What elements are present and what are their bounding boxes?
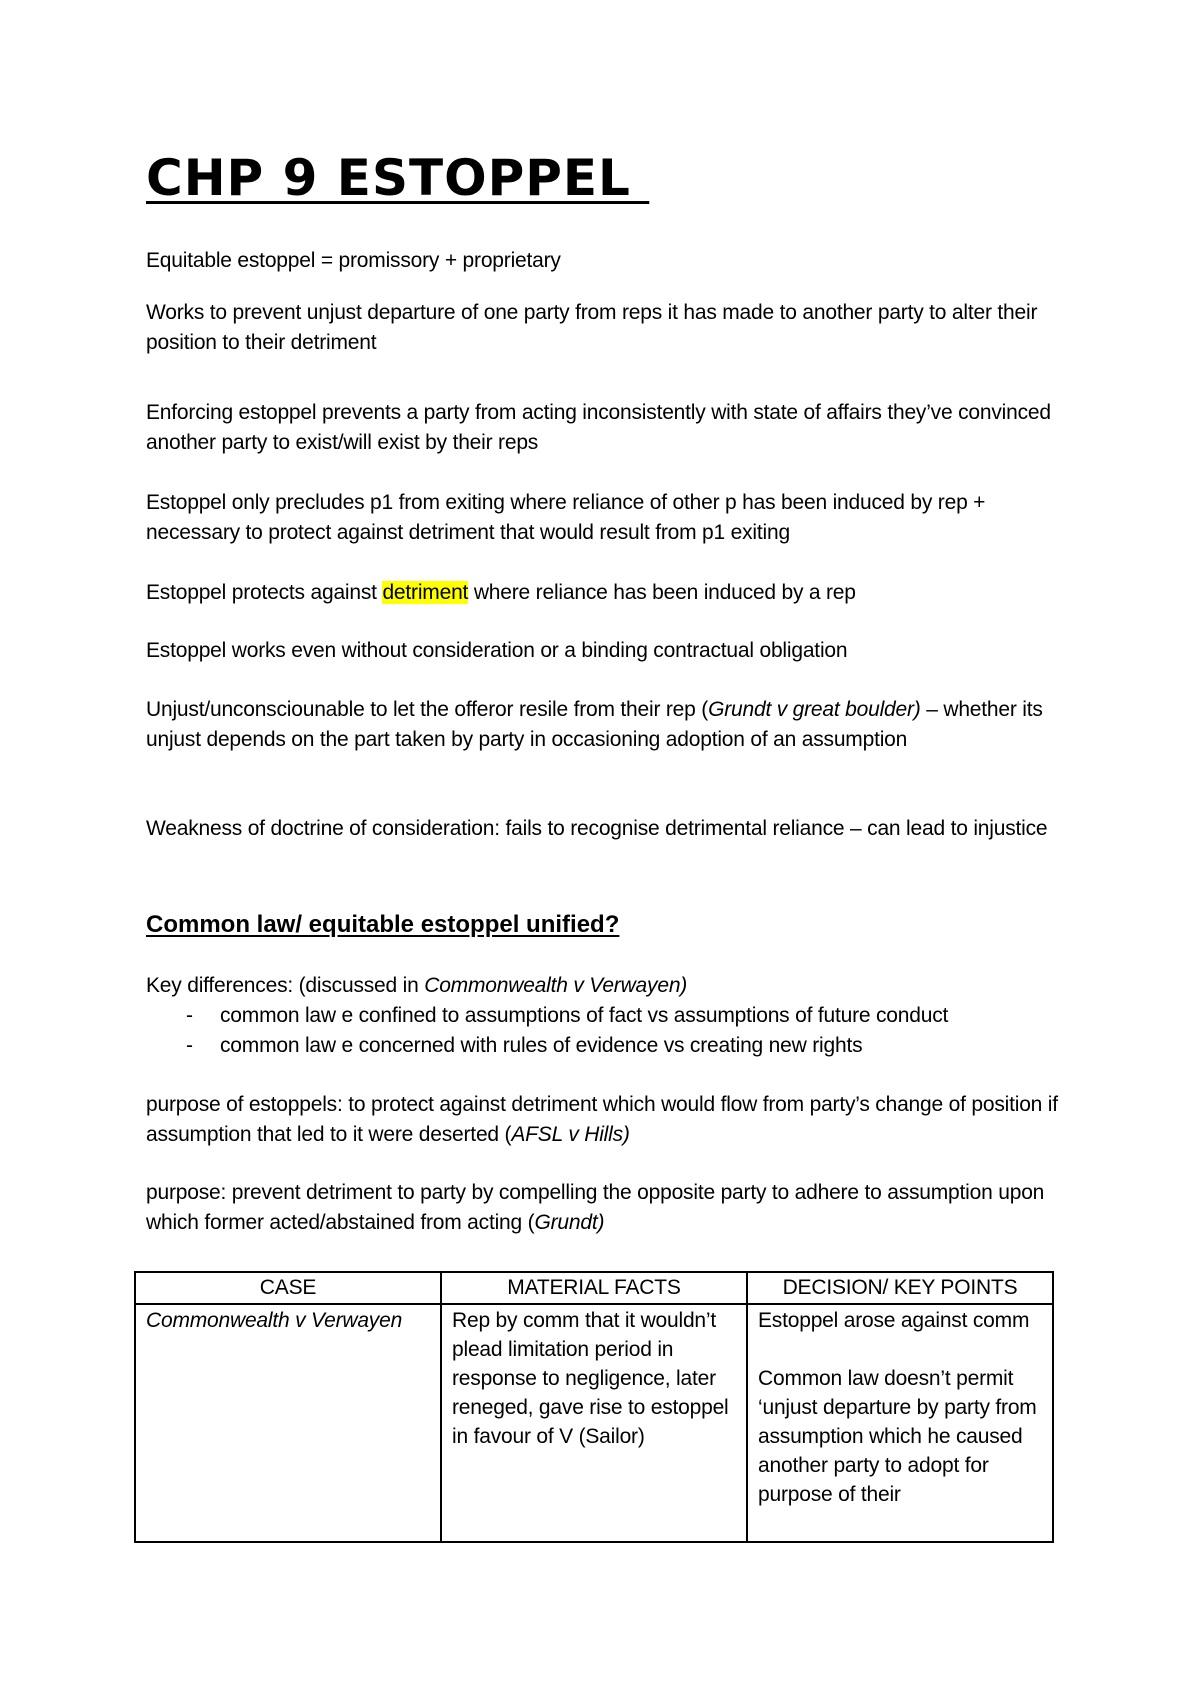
text-segment: Key differences: (discussed in <box>146 974 425 997</box>
decision-cell <box>747 1304 1053 1542</box>
text-segment: where reliance has been induced by a rep <box>468 581 856 604</box>
highlighted-text: detriment <box>382 581 469 604</box>
decision-point: Common law doesn’t permit ‘unjust departure by party from assumption which he caused another party to adopt for purpose of their <box>758 1367 1037 1506</box>
case-table <box>134 1271 1054 1543</box>
text-segment: purpose of estoppels: to protect against detriment which would flow from party’s change of position if assumption that led to it were deserted ( <box>146 1093 1058 1146</box>
dash-bullet-icon: - <box>186 1033 193 1057</box>
table-row <box>135 1304 1053 1542</box>
paragraph-purpose-detriment <box>146 1178 1066 1237</box>
column-header-material-facts: MATERIAL FACTS <box>441 1272 747 1304</box>
paragraph-precludes-exiting: Estoppel only precludes p1 from exiting where reliance of other p has been induced by rep + necessary to protect against detriment that would result from p1 exiting <box>146 491 986 544</box>
paragraph-purpose-estoppels <box>146 1090 1066 1149</box>
case-citation: Grundt v great boulder) <box>708 698 921 721</box>
case-citation: Grundt) <box>534 1210 605 1234</box>
paragraph-unjust-departure: Works to prevent unjust departure of one party from reps it has made to another party to alter their position to their detriment <box>146 301 1038 354</box>
paragraph-without-consideration: Estoppel works even without consideration or a binding contractual obligation <box>146 639 848 662</box>
material-facts-cell: Rep by comm that it wouldn’t plead limitation period in response to negligence, later reneged, gave rise to estoppel in favour of V (Sailor) <box>441 1304 747 1542</box>
section-heading: Common law/ equitable estoppel unified? <box>146 911 620 938</box>
paragraph-unconscionable <box>146 695 1066 754</box>
text-segment: Estoppel protects against <box>146 581 383 604</box>
case-name: Commonwealth v Verwayen <box>146 1309 403 1332</box>
decision-point: Estoppel arose against comm <box>758 1309 1030 1332</box>
table-header-row <box>135 1272 1053 1304</box>
column-header-decision: DECISION/ KEY POINTS <box>747 1272 1053 1304</box>
paragraph-key-differences <box>146 971 1066 1001</box>
paragraph-enforcing-estoppel: Enforcing estoppel prevents a party from acting inconsistently with state of affairs they’ve convinced another party to exist/will exist by their reps <box>146 401 1051 454</box>
differences-list <box>146 1001 948 1060</box>
text-segment: Unjust/unconsciounable to let the offeror resile from their rep ( <box>146 698 709 721</box>
text-segment: purpose: prevent detriment to party by compelling the opposite party to adhere to assumption upon which former acted/abstained from acting ( <box>146 1181 1045 1234</box>
list-item-text: common law e confined to assumptions of fact vs assumptions of future conduct <box>220 1004 949 1027</box>
case-name-cell <box>135 1304 441 1542</box>
case-citation: AFSL v Hills) <box>511 1122 630 1146</box>
paragraph-weakness-consideration: Weakness of doctrine of consideration: fails to recognise detrimental reliance – can lead to injustice <box>146 817 1048 840</box>
document-title: CHP 9 ESTOPPEL <box>146 149 650 207</box>
list-item <box>146 1001 948 1031</box>
paragraph-equitable-estoppel: Equitable estoppel = promissory + proprietary <box>146 249 561 272</box>
list-item-text: common law e concerned with rules of evidence vs creating new rights <box>220 1033 863 1057</box>
list-item <box>146 1031 948 1061</box>
case-citation: Commonwealth v Verwayen) <box>424 974 688 997</box>
text-segment: – whether its unjust depends on the part taken by party in occasioning adoption of an assumption <box>146 698 1043 751</box>
paragraph-protects-detriment <box>146 578 1066 608</box>
dash-bullet-icon: - <box>186 1004 193 1027</box>
column-header-case: CASE <box>135 1272 441 1304</box>
